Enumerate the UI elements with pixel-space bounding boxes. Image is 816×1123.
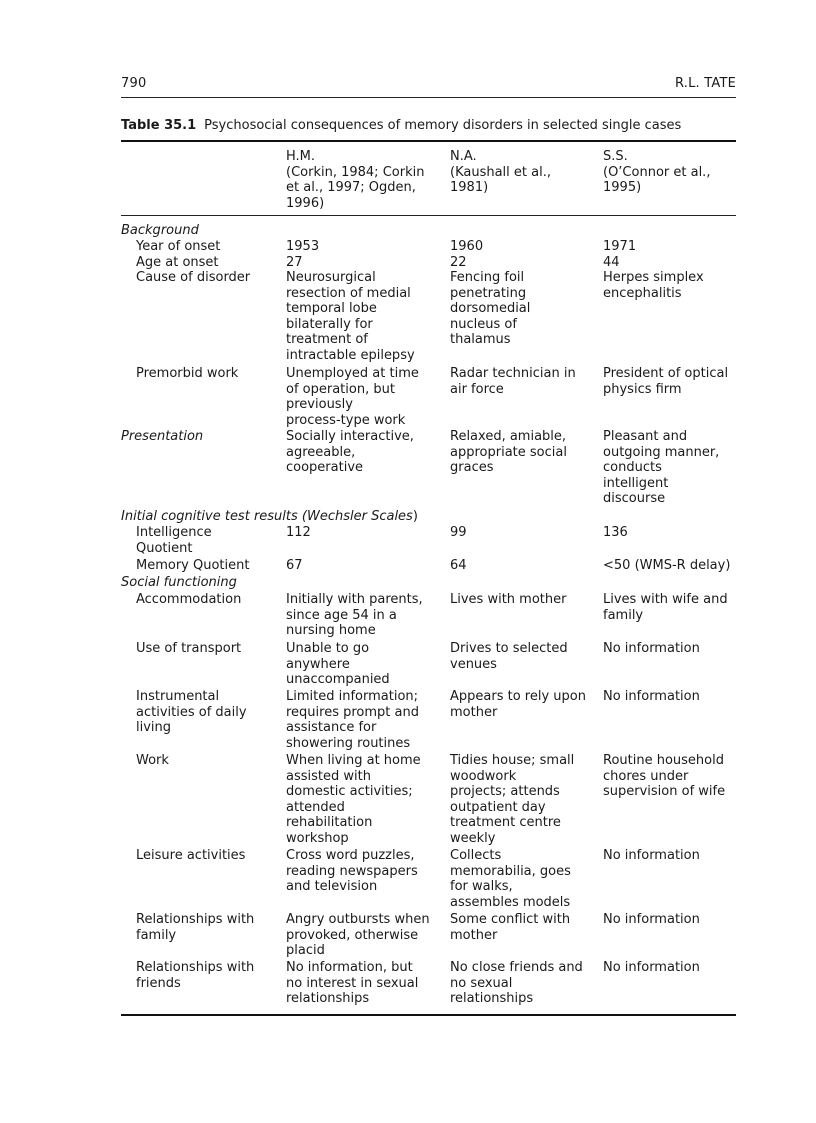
cell-line: supervision of wife bbox=[603, 784, 726, 799]
cell-hm bbox=[286, 592, 461, 639]
cell-hm bbox=[286, 641, 461, 688]
cell-line: Pleasant and bbox=[603, 429, 688, 444]
cell-line: since age 54 in a bbox=[286, 607, 397, 623]
row-label bbox=[136, 912, 291, 943]
table-row-presentation bbox=[0, 429, 816, 509]
cell-line: Tidies house; small bbox=[450, 753, 575, 768]
cell-na: 22 bbox=[450, 255, 467, 270]
cell-line: discourse bbox=[603, 491, 666, 506]
cell-line: woodwork bbox=[450, 768, 517, 784]
cell-line: Unemployed at time bbox=[286, 366, 419, 381]
cell-hm bbox=[286, 753, 461, 846]
cell-ss: 1971 bbox=[603, 239, 637, 254]
cell-line: Drives to selected bbox=[450, 641, 568, 656]
label-line: living bbox=[136, 720, 172, 735]
cell-line: anywhere bbox=[286, 656, 350, 672]
cell-line: weekly bbox=[450, 830, 496, 846]
row-label: Premorbid work bbox=[136, 366, 239, 381]
label-line: friends bbox=[136, 975, 181, 991]
cell-ss: No information bbox=[603, 912, 700, 927]
cell-line: Routine household bbox=[603, 753, 724, 768]
cell-line: no interest in sexual bbox=[286, 975, 419, 991]
cell-line: Herpes simplex bbox=[603, 270, 704, 285]
cell-line: temporal lobe bbox=[286, 301, 377, 316]
cell-line: treatment of bbox=[286, 332, 368, 347]
cell-line: venues bbox=[450, 656, 497, 672]
column-ref-line: et al., 1997; Ogden, bbox=[286, 180, 416, 195]
section-label-part: ) bbox=[412, 509, 418, 524]
label-line: Instrumental bbox=[136, 689, 220, 704]
cell-ss bbox=[603, 429, 758, 507]
section-heading-background bbox=[0, 223, 816, 239]
cell-line: mother bbox=[450, 704, 498, 720]
cell-ss: 44 bbox=[603, 255, 620, 270]
cell-na bbox=[450, 753, 613, 846]
table-row-intelligence-quotient bbox=[0, 525, 816, 558]
row-label: Use of transport bbox=[136, 641, 242, 656]
table-row-relationships-family bbox=[0, 912, 816, 960]
cell-line: assistance for bbox=[286, 720, 377, 735]
cell-line: physics firm bbox=[603, 381, 682, 397]
section-heading-cognitive bbox=[0, 509, 816, 525]
column-ref-line: 1995) bbox=[603, 180, 642, 195]
cell-line: outpatient day bbox=[450, 799, 546, 815]
cell-line: Radar technician in bbox=[450, 366, 576, 381]
cell-line: for walks, bbox=[450, 879, 513, 894]
table-label: Table 35.1 bbox=[121, 118, 197, 133]
cell-hm: 1953 bbox=[286, 239, 320, 254]
cell-hm bbox=[286, 429, 461, 476]
cell-line: agreeable, bbox=[286, 444, 356, 460]
label-line: Relationships with bbox=[136, 912, 255, 927]
row-label: Memory Quotient bbox=[136, 558, 250, 573]
column-ref-line: (Corkin, 1984; Corkin bbox=[286, 164, 425, 180]
cell-line: and television bbox=[286, 879, 378, 894]
column-name: S.S. bbox=[603, 149, 628, 164]
cell-line: conducts bbox=[603, 460, 662, 475]
cell-na bbox=[450, 641, 613, 672]
row-label bbox=[136, 525, 291, 556]
section-label: Presentation bbox=[121, 429, 204, 444]
cell-line: graces bbox=[450, 460, 494, 475]
section-label bbox=[121, 509, 621, 525]
row-label: Year of onset bbox=[136, 239, 221, 254]
cell-line: assembles models bbox=[450, 894, 571, 910]
table-row-accommodation bbox=[0, 592, 816, 641]
cell-line: thalamus bbox=[450, 332, 511, 347]
cell-line: showering routines bbox=[286, 735, 411, 751]
cell-line: projects; attends bbox=[450, 784, 560, 799]
cell-line: family bbox=[603, 607, 644, 623]
cell-na bbox=[450, 270, 613, 348]
column-name: N.A. bbox=[450, 149, 477, 164]
row-label: Leisure activities bbox=[136, 848, 246, 863]
table-row-memory-quotient bbox=[0, 558, 816, 575]
column-header-ss bbox=[603, 149, 743, 196]
table-bottom-rule bbox=[121, 1014, 736, 1016]
cell-hm bbox=[286, 960, 461, 1007]
cell-line: President of optical bbox=[603, 366, 729, 381]
table-row-instrumental-activities bbox=[0, 689, 816, 753]
cell-line: Socially interactive, bbox=[286, 429, 414, 444]
cell-line: memorabilia, goes bbox=[450, 863, 571, 879]
cell-na: 64 bbox=[450, 558, 467, 573]
cell-line: No information, but bbox=[286, 960, 413, 975]
cell-line: placid bbox=[286, 943, 325, 958]
cell-line: nursing home bbox=[286, 623, 376, 638]
running-author: R.L. TATE bbox=[675, 76, 736, 91]
cell-ss bbox=[603, 592, 758, 623]
cell-line: resection of medial bbox=[286, 285, 411, 301]
cell-ss bbox=[603, 270, 758, 301]
cell-line: attended bbox=[286, 799, 345, 815]
cell-hm bbox=[286, 366, 461, 428]
cell-line: treatment centre bbox=[450, 815, 561, 830]
cell-line: previously bbox=[286, 397, 353, 412]
column-header-na bbox=[450, 149, 598, 196]
cell-line: outgoing manner, bbox=[603, 444, 720, 460]
cell-line: Relaxed, amiable, bbox=[450, 429, 567, 444]
cell-line: of operation, but bbox=[286, 381, 395, 397]
table-row-relationships-friends bbox=[0, 960, 816, 1008]
cell-hm bbox=[286, 689, 461, 751]
cell-line: Limited information; bbox=[286, 689, 419, 704]
cell-ss: No information bbox=[603, 641, 700, 656]
table-body bbox=[0, 223, 816, 1008]
cell-line: encephalitis bbox=[603, 285, 682, 301]
cell-line: mother bbox=[450, 927, 498, 943]
section-label: Background bbox=[121, 223, 199, 238]
cell-line: Fencing foil bbox=[450, 270, 525, 285]
header-rule bbox=[121, 215, 736, 216]
table-row-work bbox=[0, 753, 816, 848]
table-row-age-at-onset bbox=[0, 255, 816, 270]
table-row-leisure-activities bbox=[0, 848, 816, 912]
cell-line: Unable to go bbox=[286, 641, 370, 656]
table-row-cause-of-disorder bbox=[0, 270, 816, 366]
cell-line: appropriate social bbox=[450, 444, 567, 460]
cell-na: 1960 bbox=[450, 239, 484, 254]
cell-line: workshop bbox=[286, 830, 349, 846]
table-top-rule bbox=[121, 140, 736, 142]
cell-line: bilaterally for bbox=[286, 316, 373, 332]
cell-line: Lives with wife and bbox=[603, 592, 728, 607]
cell-line: rehabilitation bbox=[286, 815, 373, 830]
cell-line: dorsomedial bbox=[450, 301, 531, 316]
column-ref-line: (Kaushall et al., bbox=[450, 164, 551, 180]
cell-line: Collects bbox=[450, 848, 502, 863]
cell-hm: 67 bbox=[286, 558, 303, 573]
cell-na bbox=[450, 429, 613, 476]
table-title: Psychosocial consequences of memory disorders in selected single cases bbox=[204, 118, 682, 133]
cell-na bbox=[450, 366, 613, 397]
cell-line: No close friends and bbox=[450, 960, 583, 975]
cell-line: When living at home bbox=[286, 753, 421, 768]
cell-line: Some conflict with bbox=[450, 912, 571, 927]
cell-line: reading newspapers bbox=[286, 863, 418, 879]
cell-ss: <50 (WMS-R delay) bbox=[603, 558, 731, 573]
cell-line: Neurosurgical bbox=[286, 270, 376, 285]
cell-na: Lives with mother bbox=[450, 592, 567, 607]
table-row-year-of-onset bbox=[0, 239, 816, 255]
cell-line: unaccompanied bbox=[286, 672, 390, 687]
running-header bbox=[121, 76, 736, 91]
column-ref-line: (O’Connor et al., bbox=[603, 164, 711, 180]
cell-hm bbox=[286, 270, 461, 363]
cell-line: cooperative bbox=[286, 460, 364, 475]
cell-na: 99 bbox=[450, 525, 467, 540]
label-line: family bbox=[136, 927, 177, 943]
header-divider bbox=[121, 97, 736, 98]
row-label: Age at onset bbox=[136, 255, 219, 270]
cell-ss: 136 bbox=[603, 525, 628, 540]
row-label bbox=[136, 960, 291, 991]
cell-line: nucleus of bbox=[450, 316, 517, 332]
column-ref-line: 1981) bbox=[450, 180, 489, 195]
cell-line: Appears to rely upon bbox=[450, 689, 586, 704]
cell-line: intelligent bbox=[603, 475, 669, 491]
cell-line: requires prompt and bbox=[286, 704, 419, 720]
label-line: Relationships with bbox=[136, 960, 255, 975]
table-caption bbox=[121, 118, 736, 133]
page-number: 790 bbox=[121, 76, 147, 91]
cell-line: assisted with bbox=[286, 768, 371, 784]
cell-ss: No information bbox=[603, 960, 700, 975]
cell-line: penetrating bbox=[450, 285, 527, 301]
cell-line: Cross word puzzles, bbox=[286, 848, 415, 863]
cell-line: chores under bbox=[603, 768, 689, 784]
cell-ss: No information bbox=[603, 689, 700, 704]
cell-hm bbox=[286, 912, 461, 959]
cell-na bbox=[450, 960, 613, 1007]
label-line: Quotient bbox=[136, 540, 193, 556]
cell-line: air force bbox=[450, 381, 504, 397]
cell-na bbox=[450, 912, 613, 943]
cell-hm: 112 bbox=[286, 525, 311, 540]
cell-ss bbox=[603, 753, 758, 800]
table-row-premorbid-work bbox=[0, 366, 816, 429]
section-heading-social bbox=[0, 575, 816, 592]
section-label-part: Initial cognitive test results ( bbox=[121, 509, 307, 524]
cell-line: Angry outbursts when bbox=[286, 912, 430, 927]
cell-ss bbox=[603, 366, 758, 397]
cell-line: relationships bbox=[286, 991, 370, 1006]
cell-na bbox=[450, 848, 613, 910]
row-label: Cause of disorder bbox=[136, 270, 251, 285]
row-label: Accommodation bbox=[136, 592, 242, 607]
cell-line: intractable epilepsy bbox=[286, 347, 415, 363]
label-line: Intelligence bbox=[136, 525, 212, 540]
cell-ss: No information bbox=[603, 848, 700, 863]
column-name: H.M. bbox=[286, 149, 316, 164]
cell-line: domestic activities; bbox=[286, 784, 413, 799]
table-row-use-of-transport bbox=[0, 641, 816, 689]
cell-line: no sexual bbox=[450, 975, 513, 991]
cell-na bbox=[450, 689, 613, 720]
cell-line: process-type work bbox=[286, 412, 406, 428]
column-header-hm bbox=[286, 149, 446, 211]
section-label-scales: Wechsler Scales bbox=[306, 509, 413, 524]
row-label: Work bbox=[136, 753, 169, 768]
column-ref-line: 1996) bbox=[286, 195, 325, 211]
row-label bbox=[136, 689, 291, 736]
label-line: activities of daily bbox=[136, 704, 247, 720]
cell-line: relationships bbox=[450, 991, 534, 1006]
cell-line: provoked, otherwise bbox=[286, 927, 419, 943]
section-label: Social functioning bbox=[121, 575, 237, 590]
cell-hm: 27 bbox=[286, 255, 303, 270]
cell-hm bbox=[286, 848, 461, 895]
cell-line: Initially with parents, bbox=[286, 592, 423, 607]
